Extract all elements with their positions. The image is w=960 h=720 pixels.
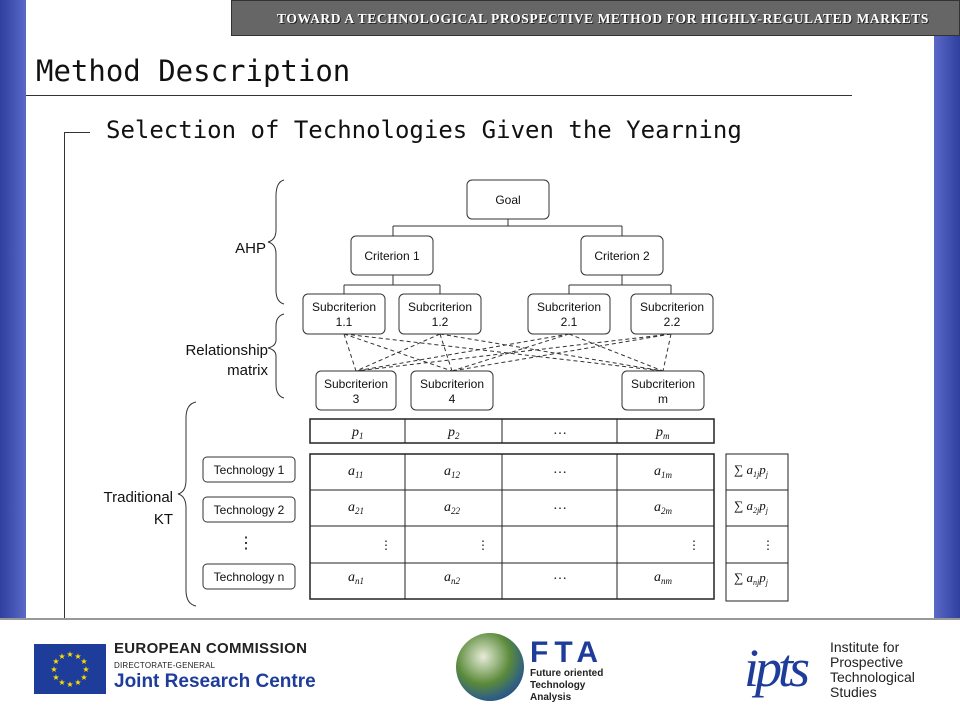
subcriterion-number: 2.2: [663, 315, 681, 329]
relationship-link: [452, 334, 671, 371]
matrix-cell: ⋮: [380, 538, 392, 552]
ec-jrc: Joint Research Centre: [114, 671, 316, 692]
subcriterion-number: 1.2: [431, 315, 449, 329]
svg-text:★: ★: [66, 650, 74, 659]
fta-line: Analysis: [530, 692, 572, 703]
svg-text:★: ★: [80, 657, 88, 666]
subcriterion-number: 3: [352, 392, 360, 406]
subcriterion-label: Subcriterion: [323, 377, 389, 391]
svg-text:★: ★: [50, 665, 58, 674]
relationship-brace: [268, 314, 284, 398]
relationship-link: [356, 334, 671, 371]
ec-name: EUROPEAN COMMISSION: [114, 640, 308, 657]
technology-label: Technology 2: [213, 503, 285, 517]
traditional-kt-brace: [178, 402, 196, 606]
subcriterion-m-node: [622, 371, 704, 410]
relationship-link: [356, 334, 440, 371]
technology-1-box: [203, 457, 295, 482]
matrix-cell: $a_{n2}$: [444, 570, 460, 586]
subcriterion-label: Subcriterion: [536, 300, 602, 314]
goal-node: [467, 180, 549, 219]
subcriterion-label: Subcriterion: [419, 377, 485, 391]
matrix-cell: $a_{21}$: [348, 500, 364, 516]
svg-text:★: ★: [82, 665, 90, 674]
weighted-sum: ⋮: [762, 538, 774, 552]
ec-directorate: DIRECTORATE-GENERAL: [114, 661, 216, 670]
fta-line: Future oriented: [530, 668, 604, 679]
goal-label: Goal: [495, 193, 521, 207]
subcriterion-label: Subcriterion: [630, 377, 696, 391]
svg-text:★: ★: [80, 673, 88, 682]
matrix-cell: ⋮: [477, 538, 489, 552]
weight-p1: $p_1$: [352, 425, 364, 441]
relationship-link: [344, 334, 356, 371]
ec-logo-text: [114, 640, 316, 693]
ipts-line: Studies: [830, 684, 877, 700]
ipts-line: Prospective: [830, 654, 904, 670]
matrix-cell: …: [553, 462, 567, 477]
subcriterion-3-node: [316, 371, 396, 410]
relationship-label-line2: matrix: [227, 362, 268, 379]
svg-text:★: ★: [66, 680, 74, 689]
matrix-cell: …: [553, 568, 567, 583]
svg-text:★: ★: [58, 652, 66, 661]
technology-n-box: [203, 564, 295, 589]
ipts-logo: ipts: [744, 638, 807, 698]
matrix-cell: $a_{22}$: [444, 500, 460, 516]
subcriterion-2-1-node: [528, 294, 610, 334]
subcriterion-number: 1.1: [335, 315, 353, 329]
criterion-label: Criterion 2: [594, 249, 650, 263]
matrix-cell: ⋮: [688, 538, 700, 552]
ahp-brace: [268, 180, 284, 304]
subcriterion-number: m: [658, 392, 668, 406]
fta-logo-text: [530, 638, 604, 704]
subcriterion-1-1-node: [303, 294, 385, 334]
svg-text:★: ★: [74, 678, 82, 687]
weight-p2: $p_2$: [448, 425, 460, 441]
traditional-label-line1: Traditional: [103, 489, 173, 506]
subcriterion-number: 4: [448, 392, 456, 406]
fta-acronym: FTA: [530, 636, 605, 669]
slide-title: Method Description: [36, 54, 351, 88]
criterion-2-node: [581, 236, 663, 275]
header-banner: TOWARD A TECHNOLOGICAL PROSPECTIVE METHOD FOR HIGHLY-REGULATED MARKETS: [231, 0, 960, 36]
svg-text:★: ★: [74, 652, 82, 661]
ipts-line: Institute for: [830, 639, 900, 655]
matrix-cell: $a_{2m}$: [654, 500, 672, 516]
subcriterion-4-node: [411, 371, 493, 410]
ahp-label: AHP: [235, 240, 266, 257]
svg-text:★: ★: [58, 678, 66, 687]
matrix-cell: …: [553, 498, 567, 513]
criterion-label: Criterion 1: [364, 249, 420, 263]
traditional-label-line2: KT: [153, 511, 173, 528]
subcriterion-2-2-node: [631, 294, 713, 334]
relationship-link: [663, 334, 671, 371]
subcriterion-number: 2.1: [560, 315, 578, 329]
relationship-label-line1: Relationship: [185, 342, 268, 359]
weighted-sum: ∑ $a_{2j}p_j$: [734, 498, 768, 515]
matrix-cell: $a_{12}$: [444, 464, 460, 480]
matrix-cell: $a_{11}$: [348, 464, 364, 480]
technology-label: Technology n: [213, 570, 285, 584]
technology-label: Technology 1: [213, 463, 285, 477]
eu-flag-icon: [34, 644, 106, 694]
matrix-cell: $a_{n1}$: [348, 570, 364, 586]
weight-ellipsis: …: [553, 423, 567, 438]
matrix-cell: $a_{nm}$: [654, 570, 672, 586]
subcriterion-label: Subcriterion: [311, 300, 377, 314]
ipts-line: Technological: [830, 669, 915, 685]
weighted-sum: ∑ $a_{nj}p_j$: [734, 570, 768, 587]
svg-text:★: ★: [52, 657, 60, 666]
weighted-sum-column: [726, 454, 788, 601]
weighted-sum: ∑ $a_{1j}p_j$: [734, 462, 768, 479]
svg-text:★: ★: [52, 673, 60, 682]
fta-line: Technology: [530, 680, 586, 691]
weight-pm: $p_m$: [656, 425, 670, 441]
ipts-logo-text: [830, 640, 915, 700]
weights-row: [310, 419, 714, 443]
relationship-link: [440, 334, 452, 371]
subcriterion-1-2-node: [399, 294, 481, 334]
score-matrix: [310, 454, 714, 599]
technology-2-box: [203, 497, 295, 522]
technology-vertical-ellipsis: ⋮: [238, 535, 254, 552]
relationship-link: [440, 334, 663, 371]
matrix-cell: $a_{1m}$: [654, 464, 672, 480]
criterion-1-node: [351, 236, 433, 275]
subcriterion-label: Subcriterion: [407, 300, 473, 314]
fta-globe-icon: [456, 633, 524, 701]
subcriterion-label: Subcriterion: [639, 300, 705, 314]
slide-subtitle: Selection of Technologies Given the Yearning: [106, 116, 742, 144]
